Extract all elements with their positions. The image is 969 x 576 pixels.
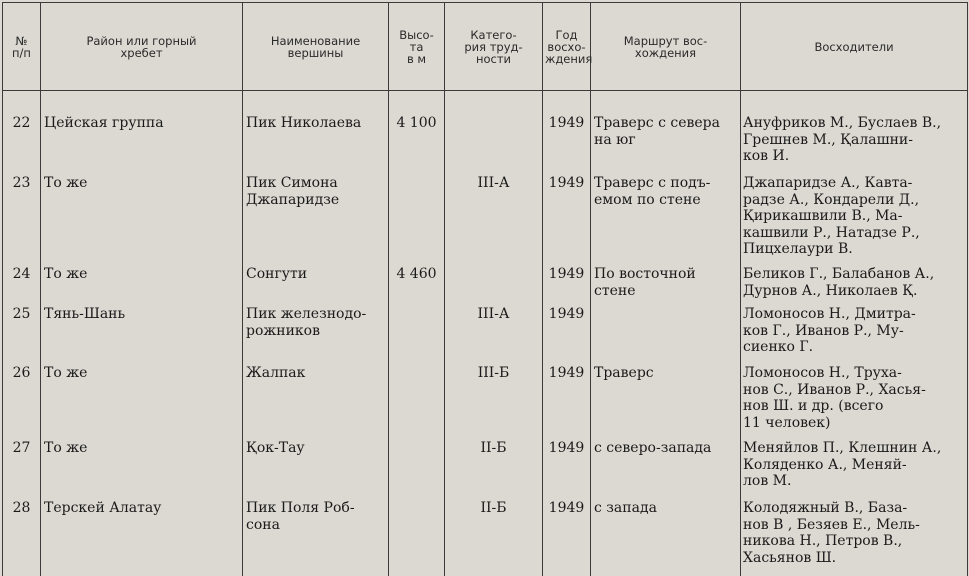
ascents-table	[2, 2, 968, 576]
cell-climbers: Ломоносов Н., Труха- нов С., Иванов Р., Хасья- нов Ш. и др. (всего 11 человек)	[741, 365, 968, 440]
cell-region: То же	[41, 266, 243, 306]
cell-height: 4 460	[389, 266, 445, 306]
table-row	[3, 115, 968, 175]
cell-climbers: Ломоносов Н., Дмитра- ков Г., Иванов Р., Му- сиенко Г.	[741, 306, 968, 365]
cell-peak: Жалпак	[243, 365, 389, 440]
cell-climbers: Ануфриков М., Буслаев В., Грешнев М., Қалашни- ков И.	[741, 115, 968, 175]
table-row	[3, 266, 968, 306]
cell-category: III-Б	[445, 365, 543, 440]
cell-height	[389, 306, 445, 365]
table-row	[3, 306, 968, 365]
header-region: Район или горный хребет	[41, 3, 243, 91]
cell-year: 1949	[543, 175, 591, 266]
cell-climbers: Меняйлов П., Клешнин А., Коляденко А., Меняй- лов М.	[741, 440, 968, 500]
cell-year: 1949	[543, 306, 591, 365]
cell-year: 1949	[543, 500, 591, 576]
cell-category: III-А	[445, 175, 543, 266]
table-row	[3, 440, 968, 500]
cell-peak: Пик Поля Роб- сона	[243, 500, 389, 576]
cell-height: 4 100	[389, 115, 445, 175]
cell-num: 27	[3, 440, 41, 500]
cell-category: III-А	[445, 306, 543, 365]
header-category: Катего- рия труд- ности	[445, 3, 543, 91]
cell-year: 1949	[543, 365, 591, 440]
cell-num: 22	[3, 115, 41, 175]
cell-height	[389, 175, 445, 266]
header-year: Год восхо- ждения	[543, 3, 591, 91]
cell-route: Траверс	[591, 365, 741, 440]
cell-height	[389, 500, 445, 576]
cell-region: Терскей Алатау	[41, 500, 243, 576]
cell-region: Цейская группа	[41, 115, 243, 175]
cell-climbers: Колодяжный В., База- нов В , Безяев Е., Мель- никова Н., Петров В., Хасьянов Ш.	[741, 500, 968, 576]
cell-year: 1949	[543, 440, 591, 500]
cell-year: 1949	[543, 115, 591, 175]
cell-peak: Қок-Тау	[243, 440, 389, 500]
cell-category: II-Б	[445, 500, 543, 576]
header-peak: Наименование вершины	[243, 3, 389, 91]
cell-num: 24	[3, 266, 41, 306]
cell-category	[445, 266, 543, 306]
header-height: Высо- та в м	[389, 3, 445, 91]
cell-route	[591, 306, 741, 365]
cell-peak: Пик железнодо- рожников	[243, 306, 389, 365]
cell-peak: Сонгути	[243, 266, 389, 306]
cell-route: Траверс с севера на юг	[591, 115, 741, 175]
header-climbers: Восходители	[741, 3, 968, 91]
cell-region: То же	[41, 365, 243, 440]
cell-num: 26	[3, 365, 41, 440]
table-row	[3, 365, 968, 440]
table-header-row	[3, 3, 968, 91]
cell-height	[389, 440, 445, 500]
cell-route: с северо-запада	[591, 440, 741, 500]
cell-category: II-Б	[445, 440, 543, 500]
cell-num: 28	[3, 500, 41, 576]
cell-climbers: Джапаридзе А., Кавта- радзе А., Кондарели Д., Қирикашвили В., Ма- кашвили Р., Натадзе Р., Пицхелаури В.	[741, 175, 968, 266]
cell-num: 25	[3, 306, 41, 365]
header-num: № п/п	[3, 3, 41, 91]
cell-route: с запада	[591, 500, 741, 576]
table-row	[3, 175, 968, 266]
spacer-row	[3, 91, 968, 116]
header-route: Маршрут вос- хождения	[591, 3, 741, 91]
cell-height	[389, 365, 445, 440]
cell-route: Траверс с подъ- емом по стене	[591, 175, 741, 266]
cell-peak: Пик Николаева	[243, 115, 389, 175]
cell-climbers: Беликов Г., Балабанов А., Дурнов А., Николаев Қ.	[741, 266, 968, 306]
cell-num: 23	[3, 175, 41, 266]
cell-region: То же	[41, 440, 243, 500]
cell-year: 1949	[543, 266, 591, 306]
cell-peak: Пик Симона Джапаридзе	[243, 175, 389, 266]
cell-region: Тянь-Шань	[41, 306, 243, 365]
table-row	[3, 500, 968, 576]
cell-route: По восточной стене	[591, 266, 741, 306]
cell-category	[445, 115, 543, 175]
cell-region: То же	[41, 175, 243, 266]
